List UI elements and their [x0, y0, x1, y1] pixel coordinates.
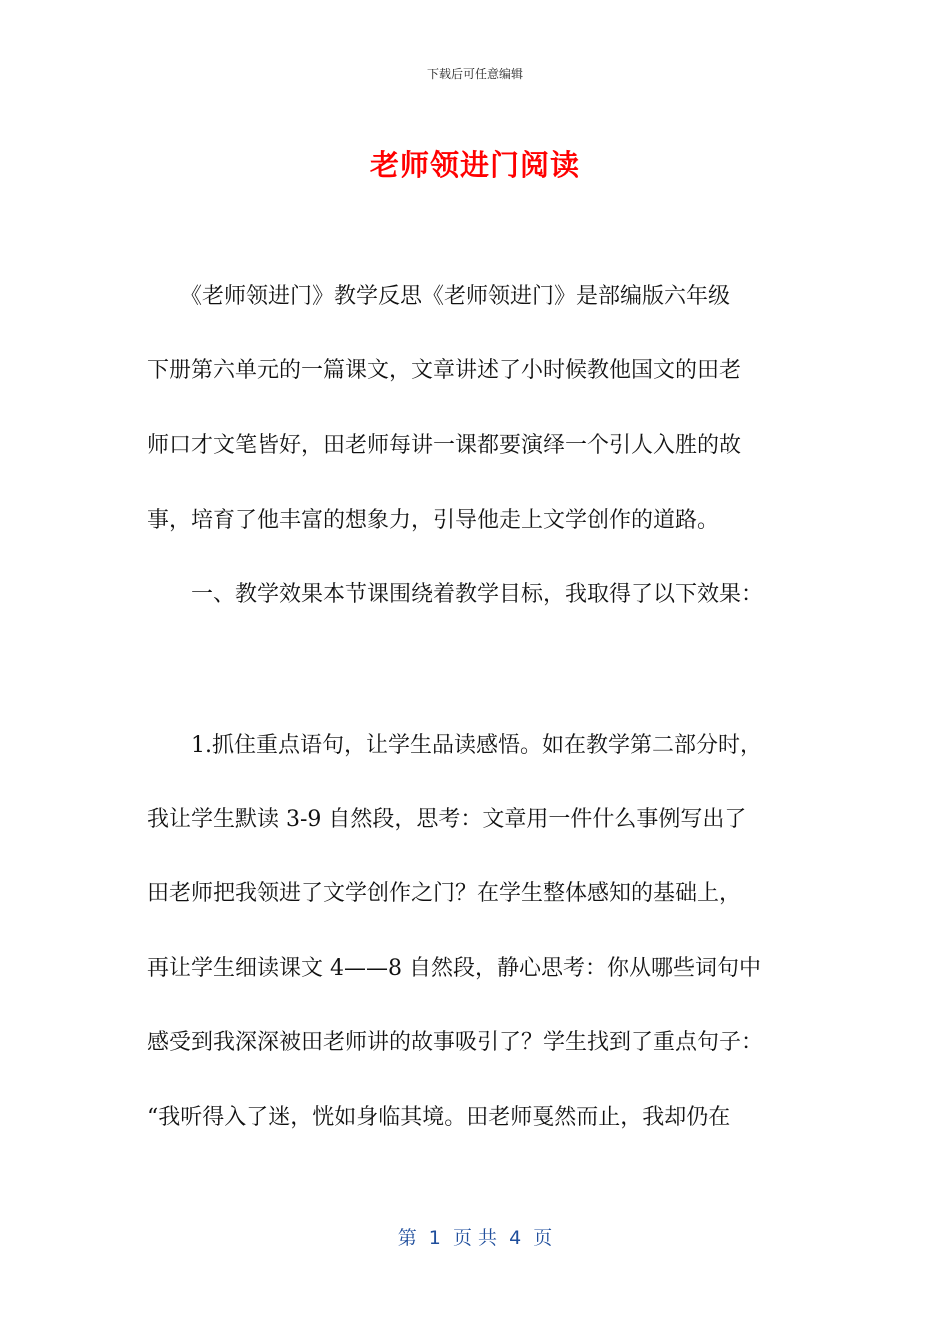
body-line: 《老师领进门》教学反思《老师领进门》是部编版六年级 — [147, 284, 731, 309]
body-line: 下册第六单元的一篇课文，文章讲述了小时候教他国文的田老 — [147, 358, 742, 383]
body-line: 田老师把我领进了文学创作之门？在学生整体感知的基础上， — [147, 881, 742, 906]
body-line: 1.抓住重点语句，让学生品读感悟。如在教学第二部分时， — [147, 733, 762, 758]
body-line: 师口才文笔皆好，田老师每讲一课都要演绎一个引人入胜的故 — [147, 433, 742, 458]
body-line: 感受到我深深被田老师讲的故事吸引了？学生找到了重点句子： — [147, 1030, 764, 1055]
body-line: 再让学生细读课文 4——8 自然段，静心思考：你从哪些词句中 — [147, 956, 761, 981]
body-line: 一、教学效果本节课围绕着教学目标，我取得了以下效果： — [147, 582, 764, 607]
document-title: 老师领进门阅读 — [369, 148, 580, 182]
body-line: 事，培育了他丰富的想象力，引导他走上文学创作的道路。 — [147, 508, 720, 533]
page-header-note: 下载后可任意编辑 — [426, 67, 523, 81]
body-line: 我让学生默读 3-9 自然段，思考：文章用一件什么事例写出了 — [147, 807, 747, 832]
page-number-footer: 第 1 页 共 4 页 — [397, 1227, 553, 1249]
body-line: “我听得入了迷，恍如身临其境。田老师戛然而止，我却仍在 — [147, 1105, 731, 1130]
